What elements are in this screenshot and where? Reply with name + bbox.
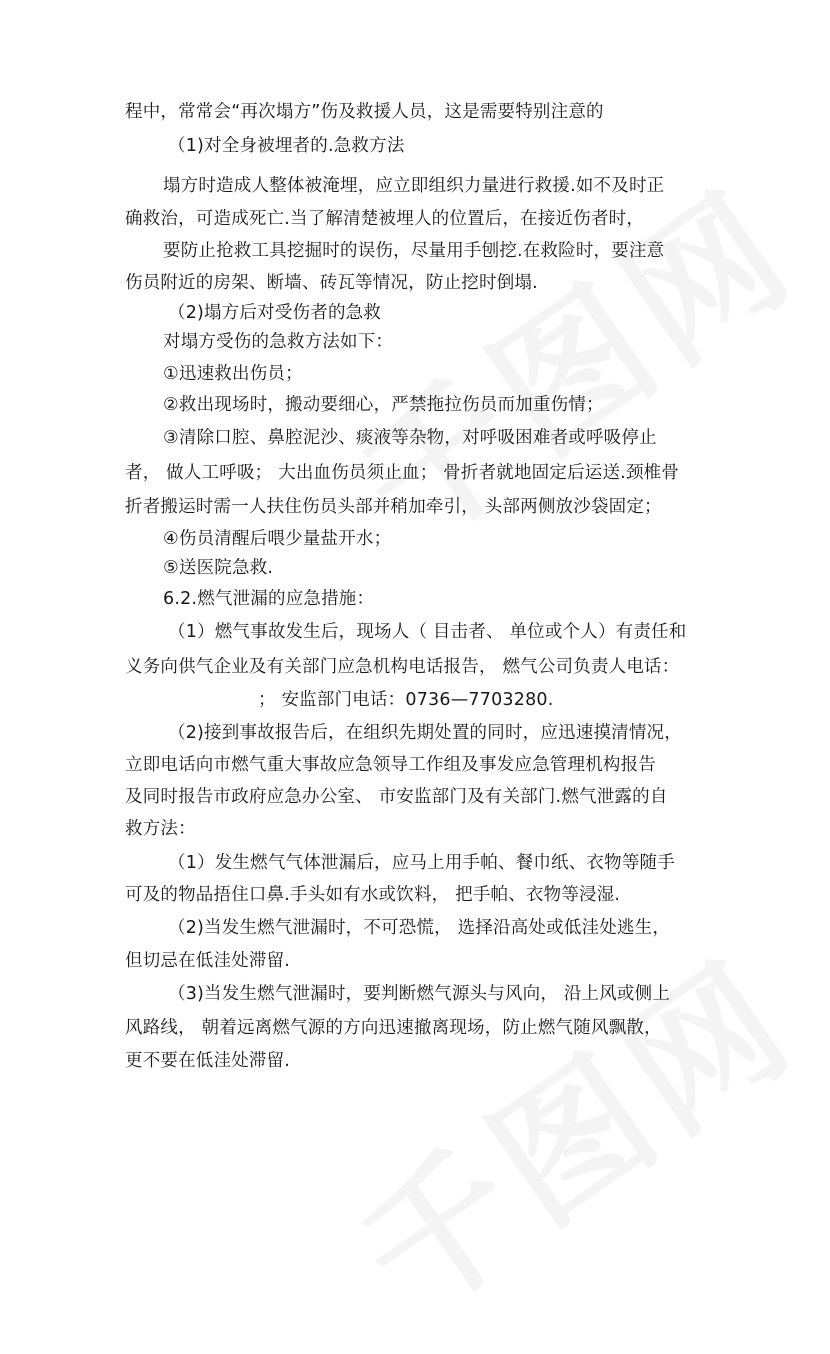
text-line: 伤员附近的房架、断墙、砖瓦等情况，防止挖时倒塌. — [125, 273, 538, 293]
text-line: 对塌方受伤的急救方法如下： — [163, 332, 394, 352]
list-item: ③清除口腔、鼻腔泥沙、痰液等杂物，对呼吸困难者或呼吸停止 — [163, 428, 657, 448]
text-line: 风路线， 朝着远离燃气源的方向迅速撤离现场，防止燃气随风飘散， — [125, 1018, 662, 1038]
list-item: ④伤员清醒后喂少量盐开水； — [163, 529, 392, 549]
text-line: （1）燃气事故发生后，现场人（ 目击者、 单位或个人）有责任和 — [168, 622, 687, 642]
list-item: ②救出现场时，搬动要细心，严禁拖拉伤员而加重伤情； — [163, 395, 604, 415]
text-line: 塌方时造成人整体被淹埋，应立即组织力量进行救援.如不及时正 — [163, 176, 665, 196]
section-heading: （1)对全身被埋者的.急救方法 — [168, 136, 405, 156]
text-line: 但切忌在低洼处滞留. — [125, 951, 291, 971]
text-line: ； 安监部门电话：0736—7703280. — [258, 690, 554, 710]
text-line: 更不要在低洼处滞留. — [125, 1051, 291, 1071]
text-line: 可及的物品捂住口鼻.手头如有水或饮料， 把手帕、衣物等浸湿. — [125, 885, 621, 905]
text-line: 折者搬运时需一人扶住伤员头部并稍加牵引， 头部两侧放沙袋固定； — [125, 497, 662, 517]
text-line: （1）发生燃气气体泄漏后，应马上用手帕、餐巾纸、衣物等随手 — [168, 853, 675, 873]
text-line: 程中，常常会“再次塌方”伤及救援人员，这是需要特别注意的 — [125, 102, 604, 122]
section-heading: （2)塌方后对受伤者的急救 — [168, 303, 382, 323]
text-line: 义务向供气企业及有关部门应急机构电话报告， 燃气公司负责人电话： — [125, 657, 680, 677]
text-line: （2)当发生燃气泄漏时，不可恐慌， 选择沿高处或低洼处逃生， — [168, 918, 671, 938]
text-line: 立即电话向市燃气重大事故应急领导工作组及事发应急管理机构报告 — [125, 755, 656, 775]
text-line: （3)当发生燃气泄漏时，要判断燃气源头与风向， 沿上风或侧上 — [168, 984, 671, 1004]
section-heading: 6.2.燃气泄漏的应急措施： — [163, 589, 375, 609]
text-line: 救方法： — [125, 819, 196, 839]
text-line: （2)接到事故报告后，在组织先期处置的同时，应迅速摸清情况， — [168, 723, 682, 743]
text-line: 及同时报告市政府应急办公室、 市安监部门及有关部门.燃气泄露的自 — [125, 787, 668, 807]
list-item: ①迅速救出伤员； — [163, 364, 303, 384]
text-line: 确救治，可造成死亡.当了解清楚被埋人的位置后，在接近伤者时， — [125, 209, 645, 229]
text-line: 者， 做人工呼吸； 大出血伤员须止血； 骨折者就地固定后运送.颈椎骨 — [125, 463, 680, 483]
text-line: 要防止抢救工具挖掘时的误伤，尽量用手刨挖.在救险时，要注意 — [163, 241, 665, 261]
list-item: ⑤送医院急救. — [163, 558, 274, 578]
